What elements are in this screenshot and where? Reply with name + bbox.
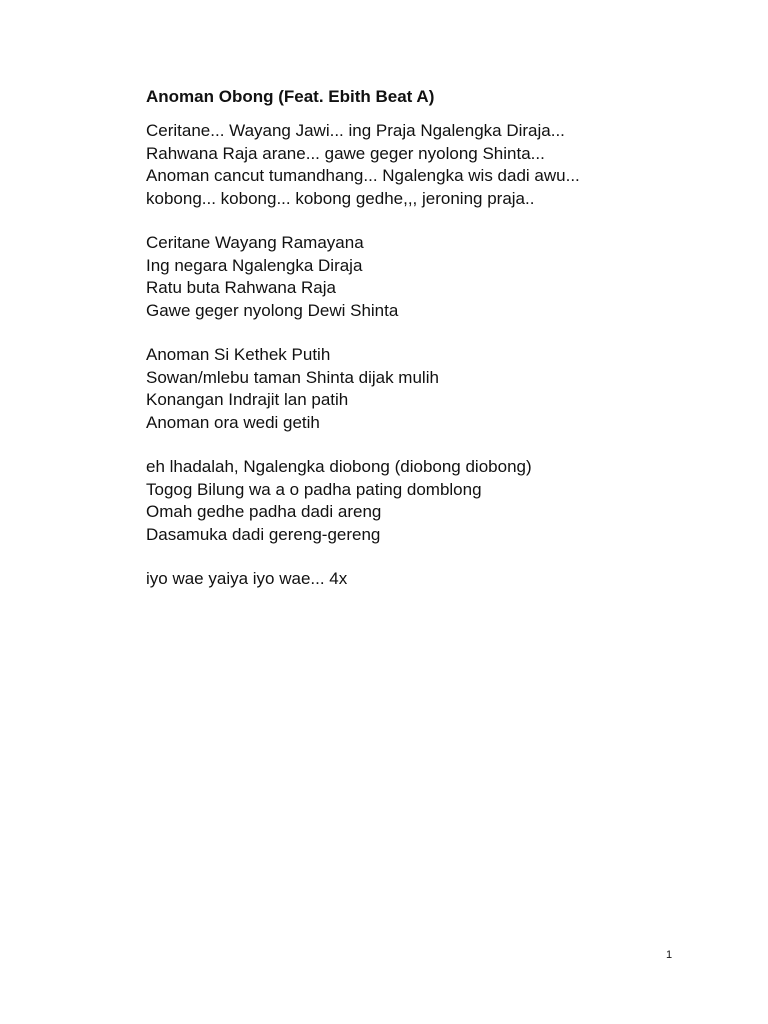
lyric-line: eh lhadalah, Ngalengka diobong (diobong diobong) [146, 457, 532, 476]
stanza-4 [146, 456, 706, 546]
lyric-line: Omah gedhe padha dadi areng [146, 502, 382, 521]
lyric-line: Rahwana Raja arane... gawe geger nyolong Shinta... [146, 143, 545, 163]
lyric-line: Anoman cancut tumandhang... Ngalengka wis dadi awu... [146, 166, 580, 185]
song-title: Anoman Obong (Feat. Ebith Beat A) [146, 87, 435, 106]
lyric-line: Ratu buta Rahwana Raja [146, 278, 336, 297]
stanza-2 [146, 232, 706, 322]
lyric-line: Konangan Indrajit lan patih [146, 390, 349, 409]
stanza-5 [146, 568, 706, 591]
lyric-line: Anoman Si Kethek Putih [146, 345, 331, 364]
stanza-3 [146, 344, 706, 434]
lyric-line: kobong... kobong... kobong gedhe,,, jeroning praja.. [146, 188, 535, 208]
lyric-line: Ceritane Wayang Ramayana [146, 233, 364, 252]
lyric-line: Anoman ora wedi getih [146, 412, 320, 432]
stanza-1 [146, 120, 706, 210]
lyric-line: Ing negara Ngalengka Diraja [146, 255, 363, 275]
lyric-line: Togog Bilung wa a o padha pating domblong [146, 479, 482, 499]
lyric-line: Dasamuka dadi gereng-gereng [146, 524, 381, 544]
lyric-line: Ceritane... Wayang Jawi... ing Praja Ngalengka Diraja... [146, 121, 565, 140]
lyric-line: iyo wae yaiya iyo wae... 4x [146, 569, 348, 588]
lyric-line: Sowan/mlebu taman Shinta dijak mulih [146, 367, 439, 387]
lyrics-content [146, 86, 706, 613]
page-number: 1 [665, 949, 673, 961]
lyric-line: Gawe geger nyolong Dewi Shinta [146, 300, 399, 320]
